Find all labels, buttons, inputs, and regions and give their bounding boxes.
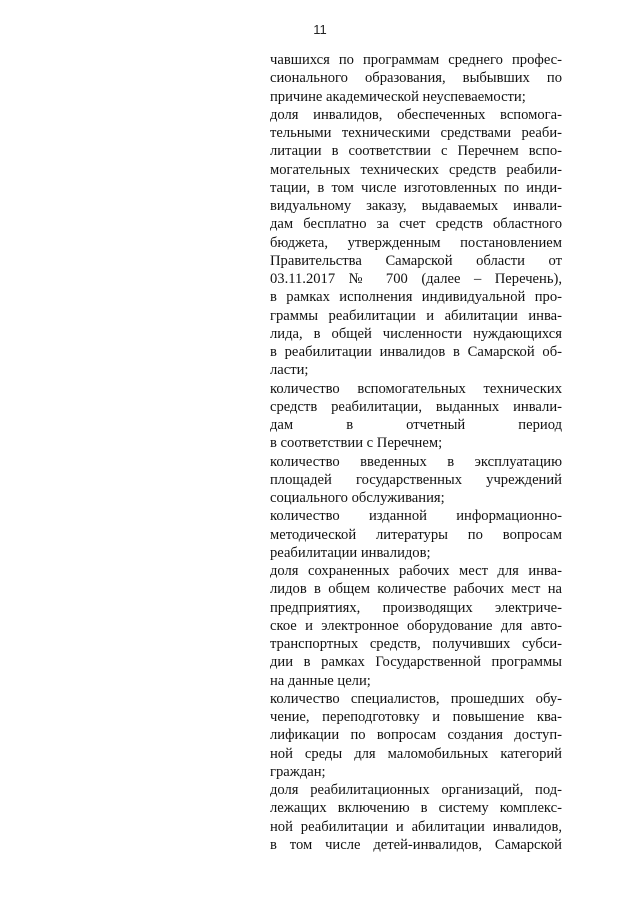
- text-line: на данные цели;: [270, 672, 371, 689]
- text-line: тельными техническими средствами реаби-: [270, 125, 562, 141]
- text-line: в рамках исполнения индивидуальной про-: [270, 289, 562, 306]
- text-line: ское и электронное оборудование для авто-: [270, 617, 562, 634]
- text-line: Правительства Самарской области от: [270, 252, 562, 269]
- text-line: граммы реабилитации и абилитации инва-: [270, 307, 562, 324]
- text-line: лежащих включению в систему комплекс-: [270, 800, 562, 817]
- text-line: транспортных средств, получивших субси-: [270, 636, 562, 652]
- text-line: ной среды для маломобильных категорий: [270, 745, 562, 762]
- text-line: сионального образования, выбывших по: [270, 70, 562, 87]
- text-line: предприятиях, производящих электриче-: [270, 599, 562, 616]
- text-line: лида, в общей численности нуждающихся: [270, 325, 562, 342]
- text-line: видуальному заказу, выдаваемых инвали-: [270, 198, 562, 214]
- text-line: количество вспомогательных технических: [270, 380, 562, 397]
- text-line: чавшихся по программам среднего профес-: [270, 52, 562, 68]
- text-line: ласти;: [270, 362, 309, 379]
- text-line: доля реабилитационных организаций, под-: [270, 782, 562, 798]
- page-number: 11: [313, 22, 327, 37]
- text-line: могательных технических средств реабили-: [270, 161, 562, 178]
- text-line: в реабилитации инвалидов в Самарской об-: [270, 344, 562, 360]
- text-line: методической литературы по вопросам: [270, 526, 562, 543]
- text-line: тации, в том числе изготовленных по инди-: [270, 179, 562, 196]
- text-line: литации в соответствии с Перечнем вспо-: [270, 143, 562, 160]
- text-line: площадей государственных учреждений: [270, 471, 562, 488]
- text-line: реабилитации инвалидов;: [270, 544, 431, 561]
- text-line: дии в рамках Государственной программы: [270, 654, 562, 671]
- text-line: лидов в общем количестве рабочих мест на: [270, 581, 562, 598]
- document-body: [270, 51, 562, 854]
- text-line: доля сохраненных рабочих мест для инва-: [270, 563, 562, 579]
- text-line: дам бесплатно за счет средств областного: [270, 216, 562, 233]
- text-line: бюджета, утвержденным постановлением: [270, 234, 562, 251]
- text-line: социального обслуживания;: [270, 490, 445, 506]
- text-line: 03.11.2017 № 700 (далее – Перечень),: [270, 271, 562, 287]
- text-line: средств реабилитации, выданных инвали-: [270, 398, 562, 415]
- text-line: ной реабилитации и абилитации инвалидов,: [270, 818, 562, 835]
- text-line: граждан;: [270, 763, 326, 780]
- text-line: дам в отчетный период: [270, 417, 562, 433]
- text-line: лификации по вопросам создания доступ-: [270, 727, 562, 744]
- text-line: количество специалистов, прошедших обу-: [270, 690, 562, 707]
- text-line: в соответствии с Перечнем;: [270, 435, 443, 452]
- text-line: количество изданной информационно-: [270, 508, 562, 525]
- text-line: причине академической неуспеваемости;: [270, 88, 526, 105]
- text-line: в том числе детей-инвалидов, Самарской: [270, 836, 562, 853]
- text-line: количество введенных в эксплуатацию: [270, 453, 562, 470]
- text-line: доля инвалидов, обеспеченных вспомога-: [270, 106, 562, 123]
- text-line: чение, переподготовку и повышение ква-: [270, 709, 562, 725]
